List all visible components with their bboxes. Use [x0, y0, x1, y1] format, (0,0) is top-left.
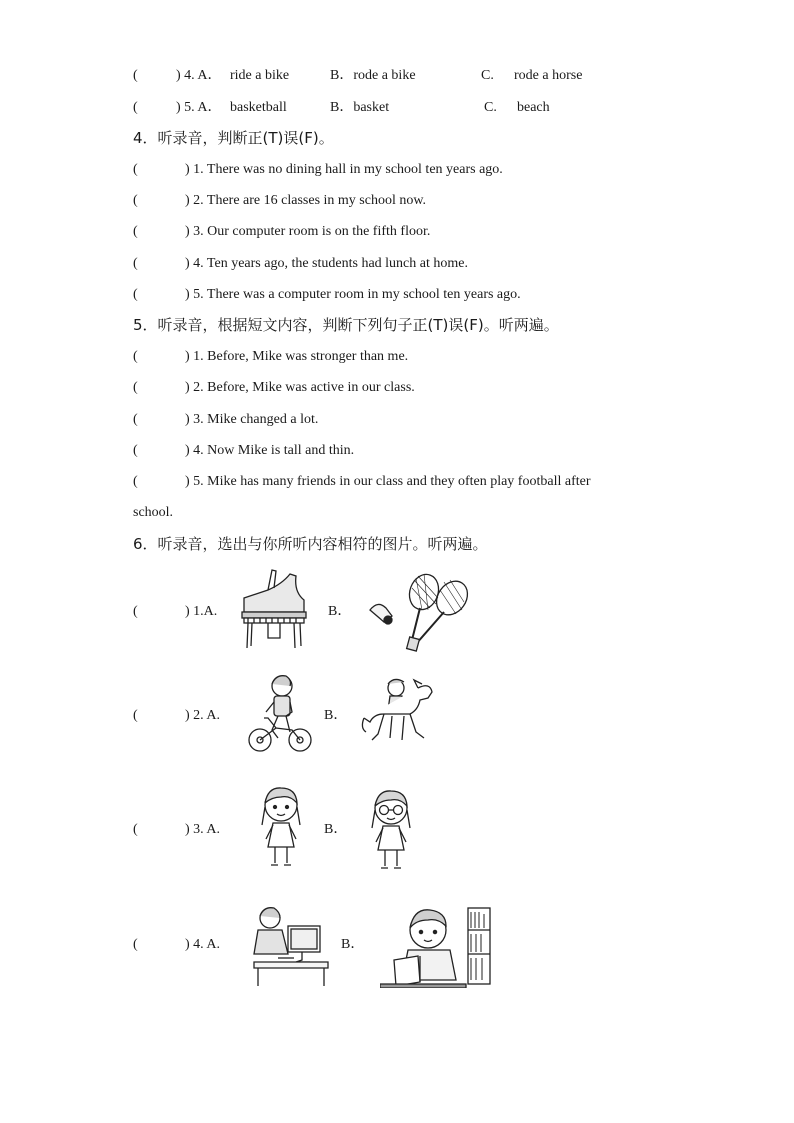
- paren-open: (: [133, 193, 138, 208]
- paren-open: (: [133, 822, 138, 837]
- s5-item-5: ) 5. Mike has many friends in our class and they often play football after: [185, 474, 591, 489]
- q5-option-c-letter: C.: [484, 100, 497, 115]
- q4-option-b: B．rode a bike: [330, 68, 416, 83]
- section6-title: 6．听录音，选出与你所听内容相符的图片。听两遍。: [133, 535, 488, 553]
- girl-icon: [256, 785, 306, 869]
- bike-rider-icon: [246, 672, 314, 756]
- paren-open: (: [133, 100, 138, 115]
- horse-rider-icon: [358, 674, 442, 758]
- s6-item-4-label: ) 4. A.: [185, 937, 220, 952]
- paren-open: (: [133, 604, 138, 619]
- q4-option-c: rode a horse: [514, 68, 583, 83]
- q4-option-a: ride a bike: [230, 68, 290, 83]
- s6-item-4-b: B．: [341, 937, 365, 952]
- paren-open: (: [133, 349, 138, 364]
- q5-option-c: beach: [517, 100, 550, 115]
- girl-glasses-icon: [366, 788, 416, 872]
- s5-item-5-wrap: school.: [133, 505, 174, 520]
- reading-boy-icon: [380, 904, 492, 988]
- s6-item-3-b: B．: [324, 822, 348, 837]
- s5-item-2: ) 2. Before, Mike was active in our class.: [185, 380, 415, 395]
- q5-option-a: basketball: [230, 100, 287, 115]
- paren-open: (: [133, 474, 138, 489]
- s5-item-3: ) 3. Mike changed a lot.: [185, 412, 319, 427]
- paren-open: (: [133, 68, 138, 83]
- paren-open: (: [133, 412, 138, 427]
- paren-open: (: [133, 256, 138, 271]
- s6-item-3-label: ) 3. A.: [185, 822, 220, 837]
- paren-open: (: [133, 380, 138, 395]
- paren-open: (: [133, 443, 138, 458]
- q5-number: ) 5. A．: [176, 100, 222, 115]
- s5-item-1: ) 1. Before, Mike was stronger than me.: [185, 349, 409, 364]
- s4-item-5: ) 5. There was a computer room in my school ten years ago.: [185, 287, 521, 302]
- q4-number: ) 4. A．: [176, 68, 222, 83]
- section4-title: 4．听录音，判断正(T)误(F)。: [133, 129, 334, 147]
- paren-open: (: [133, 708, 138, 723]
- paren-open: (: [133, 162, 138, 177]
- s6-item-2-label: ) 2. A.: [185, 708, 220, 723]
- q5-option-b: B．basket: [330, 100, 390, 115]
- s4-item-3: ) 3. Our computer room is on the fifth floor.: [185, 224, 431, 239]
- s4-item-4: ) 4. Ten years ago, the students had lunch at home.: [185, 256, 468, 271]
- s5-item-4: ) 4. Now Mike is tall and thin.: [185, 443, 355, 458]
- badminton-icon: [364, 570, 474, 654]
- paren-open: (: [133, 224, 138, 239]
- computer-boy-icon: [248, 904, 332, 988]
- section5-title: 5．听录音，根据短文内容，判断下列句子正(T)误(F)。听两遍。: [133, 316, 559, 334]
- piano-icon: [238, 568, 310, 652]
- s6-item-1-label: ) 1.A.: [185, 604, 218, 619]
- s4-item-2: ) 2. There are 16 classes in my school now.: [185, 193, 427, 208]
- paren-open: (: [133, 937, 138, 952]
- s6-item-2-b: B．: [324, 708, 348, 723]
- s4-item-1: ) 1. There was no dining hall in my school ten years ago.: [185, 162, 503, 177]
- paren-open: (: [133, 287, 138, 302]
- q4-option-c-letter: C.: [481, 68, 494, 83]
- s6-item-1-b: B．: [328, 604, 352, 619]
